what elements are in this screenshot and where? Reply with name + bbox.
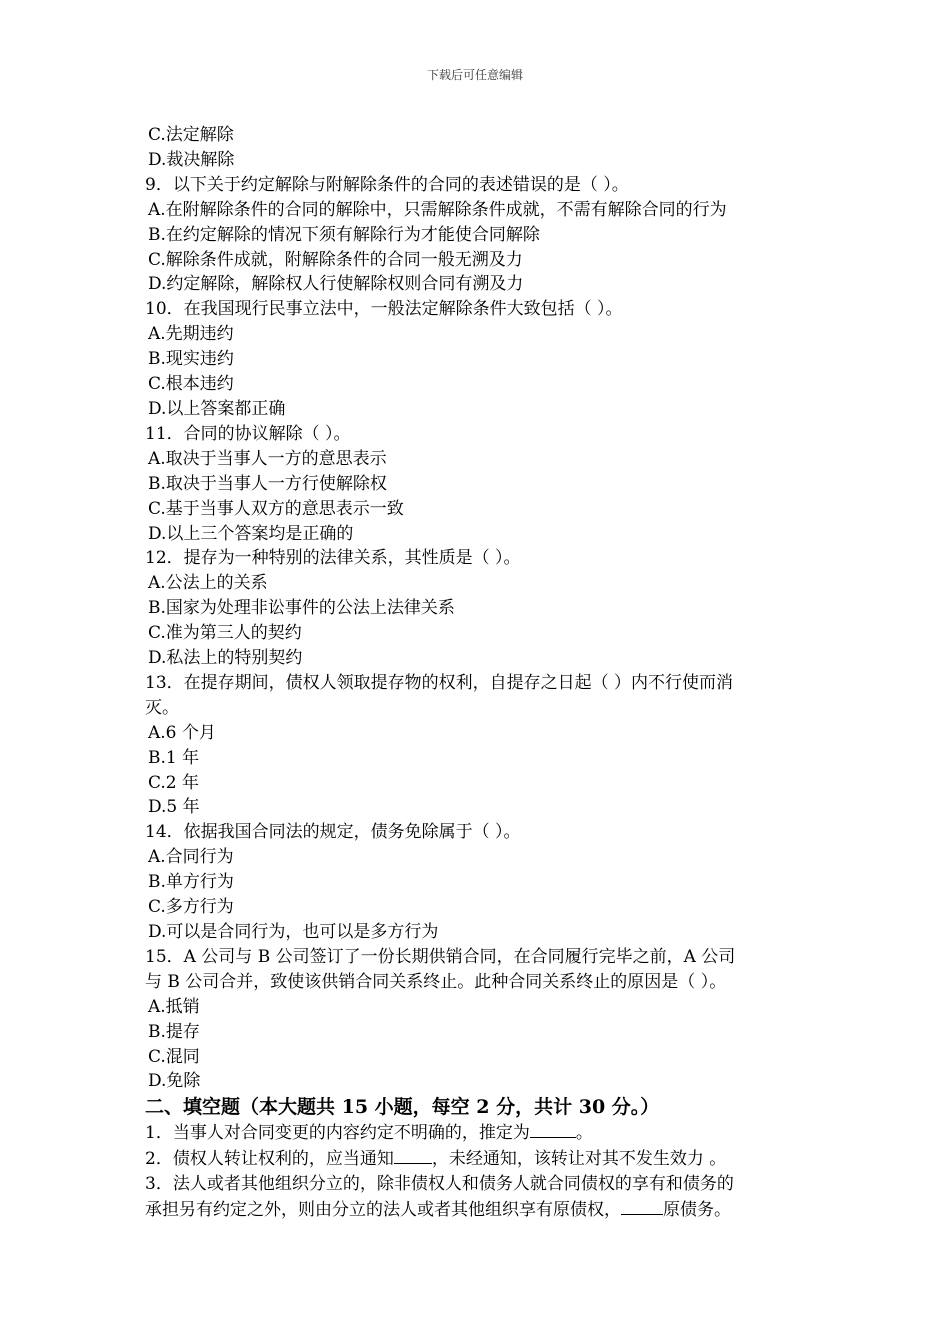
answer-option: A.先期违约 <box>148 324 234 345</box>
page-header: 下载后可任意编辑 <box>426 68 523 82</box>
answer-option: B.国家为处理非讼事件的公法上法律关系 <box>148 598 455 619</box>
fill-question-1 <box>145 1120 810 1146</box>
answer-option: C.多方行为 <box>148 897 234 918</box>
answer-option: B.取决于当事人一方行使解除权 <box>148 473 387 494</box>
answer-option: A.抵销 <box>148 996 200 1017</box>
answer-option: B.1 年 <box>148 747 200 768</box>
fill-question-3-line-1: 3．法人或者其他组织分立的，除非债权人和债务人就合同债权的享有和债务的 <box>145 1174 734 1195</box>
answer-option: C.2 年 <box>148 772 200 793</box>
answer-option: C.法定解除 <box>148 125 234 145</box>
answer-option: A.在附解除条件的合同的解除中，只需解除条件成就，不需有解除合同的行为 <box>148 199 727 220</box>
answer-blank[interactable] <box>621 1197 663 1215</box>
question-text: 11．合同的协议解除（ ）。 <box>145 423 351 444</box>
fill-question-3-line-2 <box>145 1197 810 1223</box>
answer-option: B.单方行为 <box>148 872 234 893</box>
question-list <box>145 123 810 1094</box>
question-text: 13．在提存期间，债权人领取提存物的权利，自提存之日起（ ）内不行使而消 <box>145 672 734 693</box>
answer-option: C.准为第三人的契约 <box>148 623 302 644</box>
answer-option: C.根本违约 <box>148 374 234 395</box>
answer-option: A.公法上的关系 <box>148 573 268 594</box>
fill-question-3-end: 原债务。 <box>663 1200 731 1221</box>
question-text: 9．以下关于约定解除与附解除条件的合同的表述错误的是（ ）。 <box>145 174 629 195</box>
answer-blank[interactable] <box>530 1120 576 1138</box>
answer-option: D.以上答案都正确 <box>148 398 286 419</box>
answer-option: B.现实违约 <box>148 349 234 370</box>
answer-blank[interactable] <box>394 1146 432 1164</box>
answer-option: A.合同行为 <box>148 847 234 868</box>
document-body <box>145 123 810 1223</box>
answer-option: D.约定解除，解除权人行使解除权则合同有溯及力 <box>148 274 524 295</box>
answer-option: C.混同 <box>148 1046 200 1067</box>
question-text: 12．提存为一种特别的法律关系，其性质是（ ）。 <box>145 548 521 569</box>
answer-option: A.取决于当事人一方的意思表示 <box>148 448 387 469</box>
answer-option: D.私法上的特别契约 <box>148 648 303 669</box>
fill-question-2-end: ，未经通知，该转让对其不发生效力 。 <box>431 1149 727 1170</box>
question-text: 10．在我国现行民事立法中，一般法定解除条件大致包括（ ）。 <box>145 299 623 320</box>
fill-question-3-text: 承担另有约定之外，则由分立的法人或者其他组织享有原债权， <box>145 1200 621 1221</box>
question-text: 14．依据我国合同法的规定，债务免除属于（ ）。 <box>145 822 521 843</box>
answer-option: D.可以是合同行为，也可以是多方行为 <box>148 922 439 942</box>
answer-option: B.提存 <box>148 1021 200 1042</box>
fill-question-1-text: 1．当事人对合同变更的内容约定不明确的，推定为 <box>145 1123 530 1144</box>
fill-question-2-text: 2．债权人转让权利的，应当通知 <box>145 1149 394 1170</box>
fill-question-2 <box>145 1146 810 1172</box>
question-text: 与 B 公司合并，致使该供销合同关系终止。此种合同关系终止的原因是（ ）。 <box>145 971 727 992</box>
answer-option: B.在约定解除的情况下须有解除行为才能使合同解除 <box>148 224 540 245</box>
question-text: 灭。 <box>145 697 179 718</box>
fill-question-1-end: 。 <box>575 1123 593 1144</box>
answer-option: D.5 年 <box>148 797 200 818</box>
answer-option: C.解除条件成就，附解除条件的合同一般无溯及力 <box>148 249 523 270</box>
answer-option: D.以上三个答案均是正确的 <box>148 523 354 544</box>
answer-option: A.6 个月 <box>148 722 216 743</box>
answer-option: D.免除 <box>148 1071 201 1092</box>
answer-option: C.基于当事人双方的意思表示一致 <box>148 498 404 519</box>
question-text: 15．A 公司与 B 公司签订了一份长期供销合同，在合同履行完毕之前，A 公司 <box>145 946 736 967</box>
section-title: 二、填空题（本大题共 15 小题，每空 2 分，共计 30 分。） <box>145 1096 660 1119</box>
answer-option: D.裁决解除 <box>148 149 235 170</box>
